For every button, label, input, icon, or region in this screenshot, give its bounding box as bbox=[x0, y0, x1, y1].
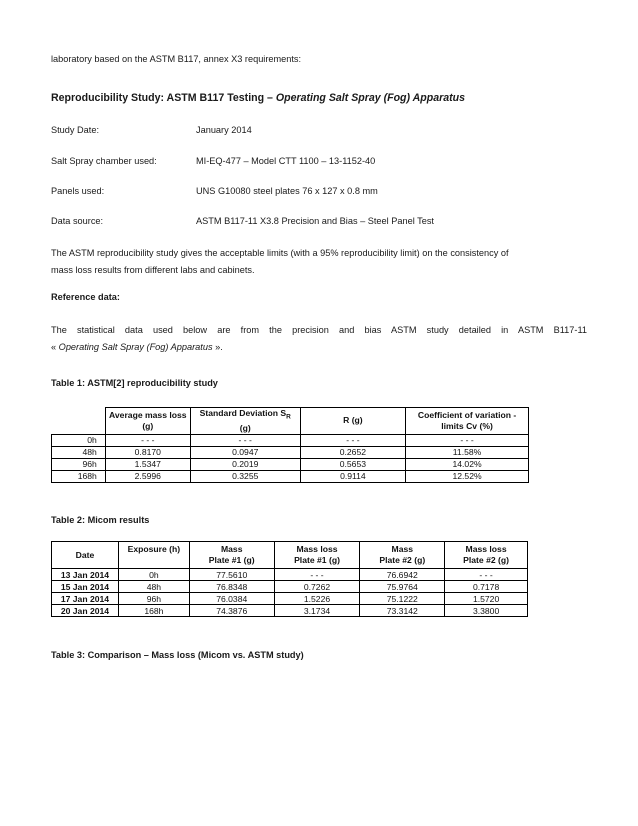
table1-cell-avg: 2.5996 bbox=[105, 470, 190, 482]
table1-header-cv: Coefficient of variation - limits Cv (%) bbox=[406, 408, 529, 435]
study-title bbox=[51, 92, 465, 104]
table2-header-mass1: Mass Plate #1 (g) bbox=[189, 542, 274, 569]
table1-cell-sd: 0.2019 bbox=[190, 458, 300, 470]
study-title-italic: Operating Salt Spray (Fog) Apparatus bbox=[275, 92, 465, 104]
field-label-study-date: Study Date: bbox=[51, 125, 100, 135]
table2-cell-loss2: - - - bbox=[445, 569, 528, 581]
table2-cell-loss1: - - - bbox=[274, 569, 360, 581]
table2-cell-exposure: 0h bbox=[118, 569, 189, 581]
table-row bbox=[52, 434, 529, 446]
table2-cell-mass2: 73.3142 bbox=[360, 605, 445, 617]
table2-cell-mass2: 76.6942 bbox=[360, 569, 445, 581]
table2-cell-date: 13 Jan 2014 bbox=[52, 569, 119, 581]
field-value-study-date: January 2014 bbox=[196, 125, 252, 135]
table2-header-date: Date bbox=[52, 542, 119, 569]
field-label-data-source: Data source: bbox=[51, 216, 104, 226]
table1-cell-time: 48h bbox=[52, 446, 106, 458]
table1-header-sd: Standard Deviation $S_R$ (g) bbox=[190, 408, 300, 435]
table1-cell-avg: - - - bbox=[105, 434, 190, 446]
table1-cell-r: 0.9114 bbox=[300, 470, 405, 482]
reproducibility-paragraph bbox=[51, 245, 587, 279]
table2-cell-mass1: 74.3876 bbox=[189, 605, 274, 617]
table1-cell-r: - - - bbox=[300, 434, 405, 446]
table1-cell-r: 0.2652 bbox=[300, 446, 405, 458]
field-value-panels: UNS G10080 steel plates 76 x 127 x 0.8 mm bbox=[196, 186, 378, 196]
table2-cell-date: 17 Jan 2014 bbox=[52, 593, 119, 605]
table-row bbox=[52, 446, 529, 458]
table1-cell-time: 0h bbox=[52, 434, 106, 446]
table-row bbox=[52, 458, 529, 470]
field-label-panels: Panels used: bbox=[51, 186, 105, 196]
table2-header-exposure: Exposure (h) bbox=[118, 542, 189, 569]
table2-cell-loss1: 0.7262 bbox=[274, 581, 360, 593]
table-row bbox=[52, 470, 529, 482]
table2-cell-mass1: 76.8348 bbox=[189, 581, 274, 593]
table1-header-blank bbox=[52, 408, 106, 435]
field-label-chamber: Salt Spray chamber used: bbox=[51, 156, 157, 166]
table2-cell-loss2: 1.5720 bbox=[445, 593, 528, 605]
table1-cell-avg: 0.8170 bbox=[105, 446, 190, 458]
table1-cell-sd: 0.0947 bbox=[190, 446, 300, 458]
quote-close: ». bbox=[212, 342, 223, 352]
intro-text: laboratory based on the ASTM B117, annex X3 requirements: bbox=[51, 54, 302, 64]
table2-cell-loss2: 3.3800 bbox=[445, 605, 528, 617]
quote-open: « bbox=[51, 342, 59, 352]
table1-header-r: R (g) bbox=[300, 408, 405, 435]
study-title-main: Reproducibility Study: ASTM B117 Testing – bbox=[51, 92, 276, 104]
table2-cell-mass2: 75.9764 bbox=[360, 581, 445, 593]
reference-paragraph bbox=[51, 322, 587, 356]
table2-cell-exposure: 168h bbox=[118, 605, 189, 617]
table2-header-loss2: Mass loss Plate #2 (g) bbox=[445, 542, 528, 569]
table1-header-avg: Average mass loss (g) bbox=[105, 408, 190, 435]
table2-cell-loss1: 1.5226 bbox=[274, 593, 360, 605]
table1-cell-cv: - - - bbox=[406, 434, 529, 446]
table2-cell-mass1: 76.0384 bbox=[189, 593, 274, 605]
table2-cell-exposure: 96h bbox=[118, 593, 189, 605]
table1-cell-avg: 1.5347 bbox=[105, 458, 190, 470]
table-row bbox=[52, 569, 528, 581]
standard-title-italic: Operating Salt Spray (Fog) Apparatus bbox=[58, 342, 213, 352]
paragraph-line: The ASTM reproducibility study gives the acceptable limits (with a 95% reproducibility limit) on the consistency of bbox=[51, 248, 509, 258]
field-value-data-source: ASTM B117-11 X3.8 Precision and Bias – Steel Panel Test bbox=[196, 216, 434, 226]
table1-cell-sd: - - - bbox=[190, 434, 300, 446]
paragraph-line bbox=[51, 339, 587, 356]
table1-header-row bbox=[52, 408, 529, 435]
table2-header-row bbox=[52, 542, 528, 569]
reference-data-heading: Reference data: bbox=[51, 292, 120, 302]
table-row bbox=[52, 581, 528, 593]
table1-cell-cv: 12.52% bbox=[406, 470, 529, 482]
table2-cell-date: 15 Jan 2014 bbox=[52, 581, 119, 593]
field-value-chamber: MI-EQ-477 – Model CTT 1100 – 13-1152-40 bbox=[196, 156, 376, 166]
table-row bbox=[52, 593, 528, 605]
table1-cell-time: 168h bbox=[52, 470, 106, 482]
table1-cell-cv: 14.02% bbox=[406, 458, 529, 470]
table1-cell-time: 96h bbox=[52, 458, 106, 470]
table2-cell-exposure: 48h bbox=[118, 581, 189, 593]
table-row bbox=[52, 605, 528, 617]
table2-header-loss1: Mass loss Plate #1 (g) bbox=[274, 542, 360, 569]
table1-reproducibility bbox=[51, 407, 529, 483]
table2-header-mass2: Mass Plate #2 (g) bbox=[360, 542, 445, 569]
table2-cell-mass1: 77.5610 bbox=[189, 569, 274, 581]
table2-cell-date: 20 Jan 2014 bbox=[52, 605, 119, 617]
table2-cell-mass2: 75.1222 bbox=[360, 593, 445, 605]
paragraph-line: The statistical data used below are from the precision and bias ASTM study detailed in ASTM B117-11 bbox=[51, 325, 587, 335]
table3-caption: Table 3: Comparison – Mass loss (Micom vs. ASTM study) bbox=[51, 650, 304, 660]
table2-micom-results bbox=[51, 541, 528, 617]
paragraph-line: mass loss results from different labs and cabinets. bbox=[51, 265, 255, 275]
table2-caption: Table 2: Micom results bbox=[51, 515, 150, 525]
table1-cell-sd: 0.3255 bbox=[190, 470, 300, 482]
table1-cell-cv: 11.58% bbox=[406, 446, 529, 458]
table2-cell-loss1: 3.1734 bbox=[274, 605, 360, 617]
table1-caption: Table 1: ASTM[2] reproducibility study bbox=[51, 378, 218, 388]
table2-cell-loss2: 0.7178 bbox=[445, 581, 528, 593]
table1-cell-r: 0.5653 bbox=[300, 458, 405, 470]
